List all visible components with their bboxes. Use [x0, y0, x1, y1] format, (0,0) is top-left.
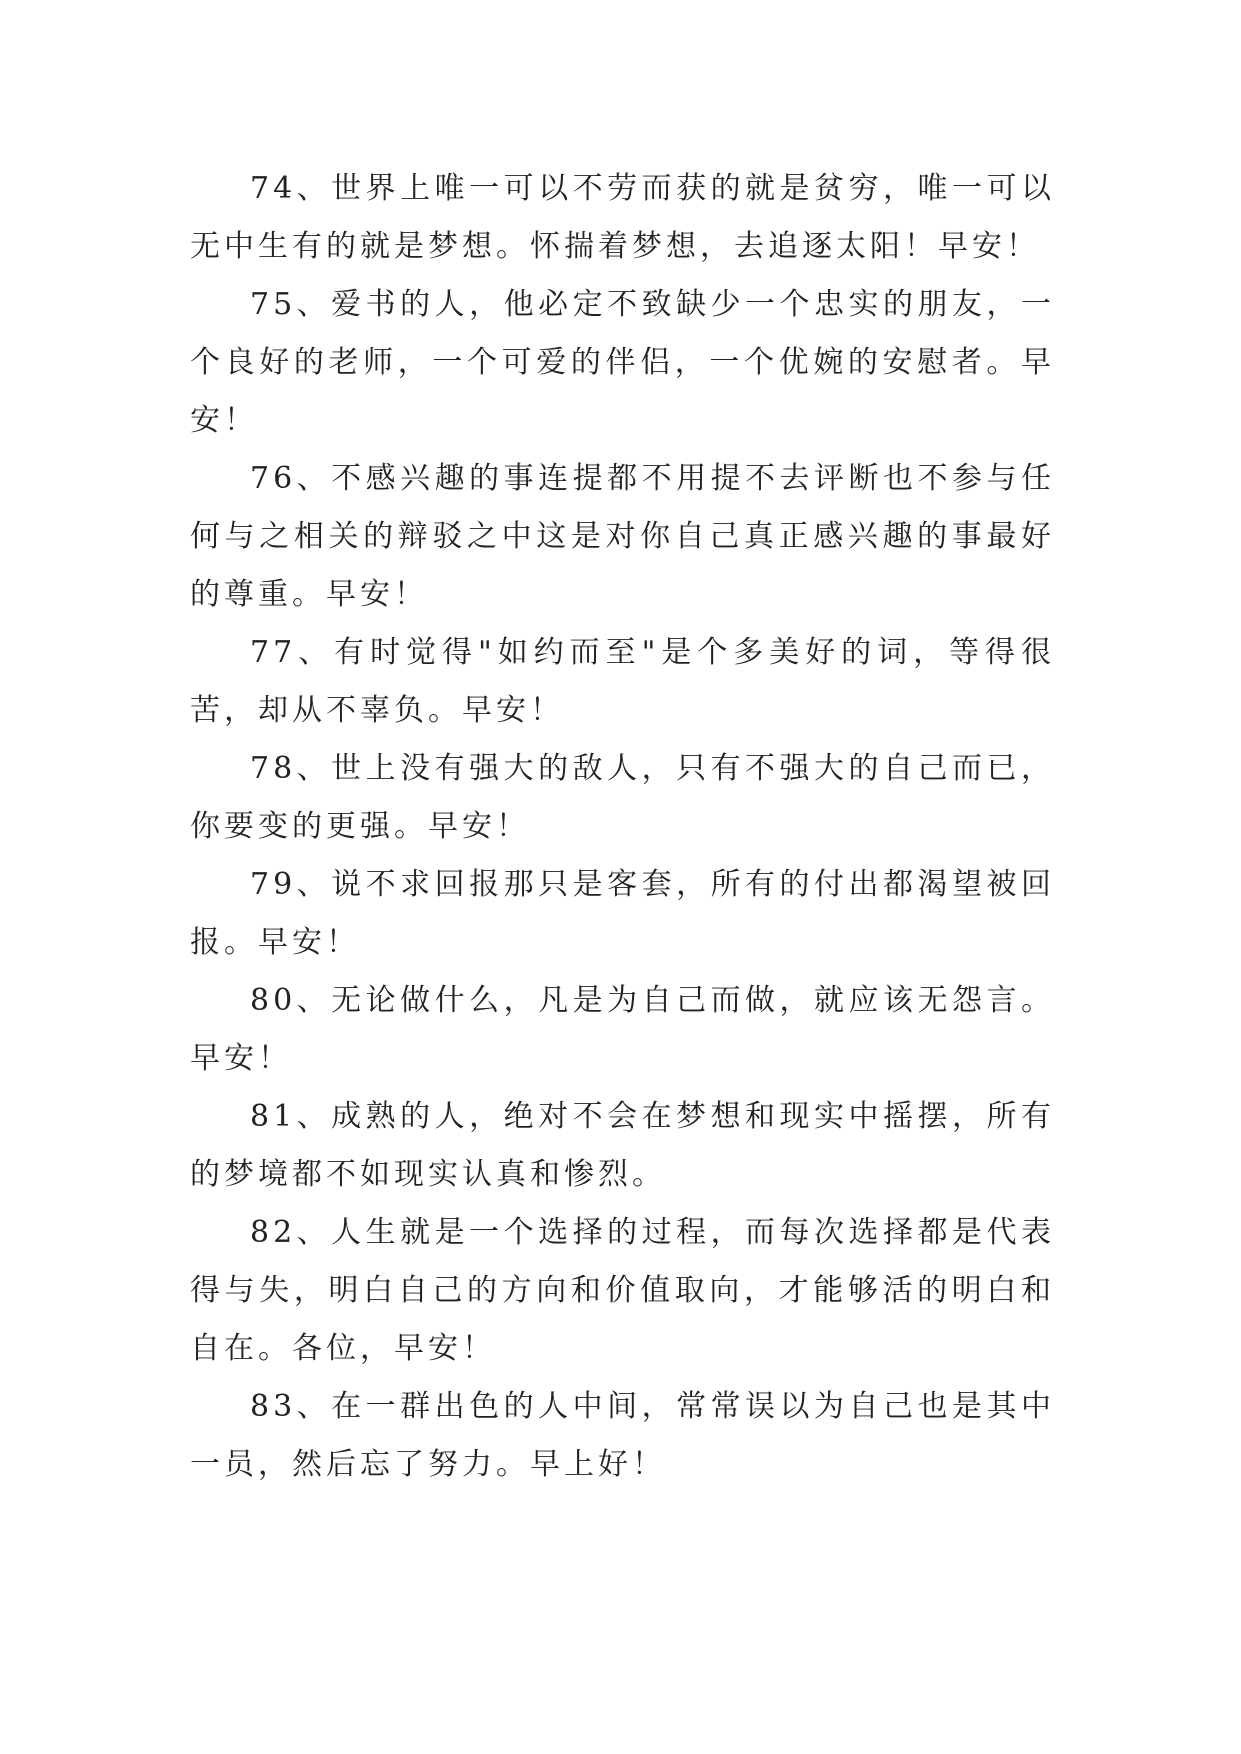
paragraph-83: 83、在一群出色的人中间，常常误以为自己也是其中一员，然后忘了努力。早上好！: [190, 1389, 1055, 1482]
document-body: [190, 160, 1055, 1494]
paragraph-75: 75、爱书的人，他必定不致缺少一个忠实的朋友，一个良好的老师，一个可爱的伴侣，一个优婉的安慰者。早安！: [190, 287, 1055, 438]
paragraph-81: 81、成熟的人，绝对不会在梦想和现实中摇摆，所有的梦境都不如现实认真和惨烈。: [190, 1099, 1055, 1192]
paragraph-77: 77、有时觉得"如约而至"是个多美好的词，等得很苦，却从不辜负。早安！: [190, 635, 1055, 728]
paragraph-74: 74、世界上唯一可以不劳而获的就是贫穷，唯一可以无中生有的就是梦想。怀揣着梦想，去追逐太阳！早安！: [190, 171, 1055, 264]
paragraph-80: 80、无论做什么，凡是为自己而做，就应该无怨言。早安！: [190, 983, 1055, 1076]
paragraph-82: 82、人生就是一个选择的过程，而每次选择都是代表得与失，明白自己的方向和价值取向，才能够活的明白和自在。各位，早安！: [190, 1215, 1055, 1366]
paragraph-78: 78、世上没有强大的敌人，只有不强大的自己而已，你要变的更强。早安！: [190, 751, 1055, 844]
paragraph-79: 79、说不求回报那只是客套，所有的付出都渴望被回报。早安！: [190, 867, 1055, 960]
paragraph-76: 76、不感兴趣的事连提都不用提不去评断也不参与任何与之相关的辩驳之中这是对你自己真正感兴趣的事最好的尊重。早安！: [190, 461, 1055, 612]
